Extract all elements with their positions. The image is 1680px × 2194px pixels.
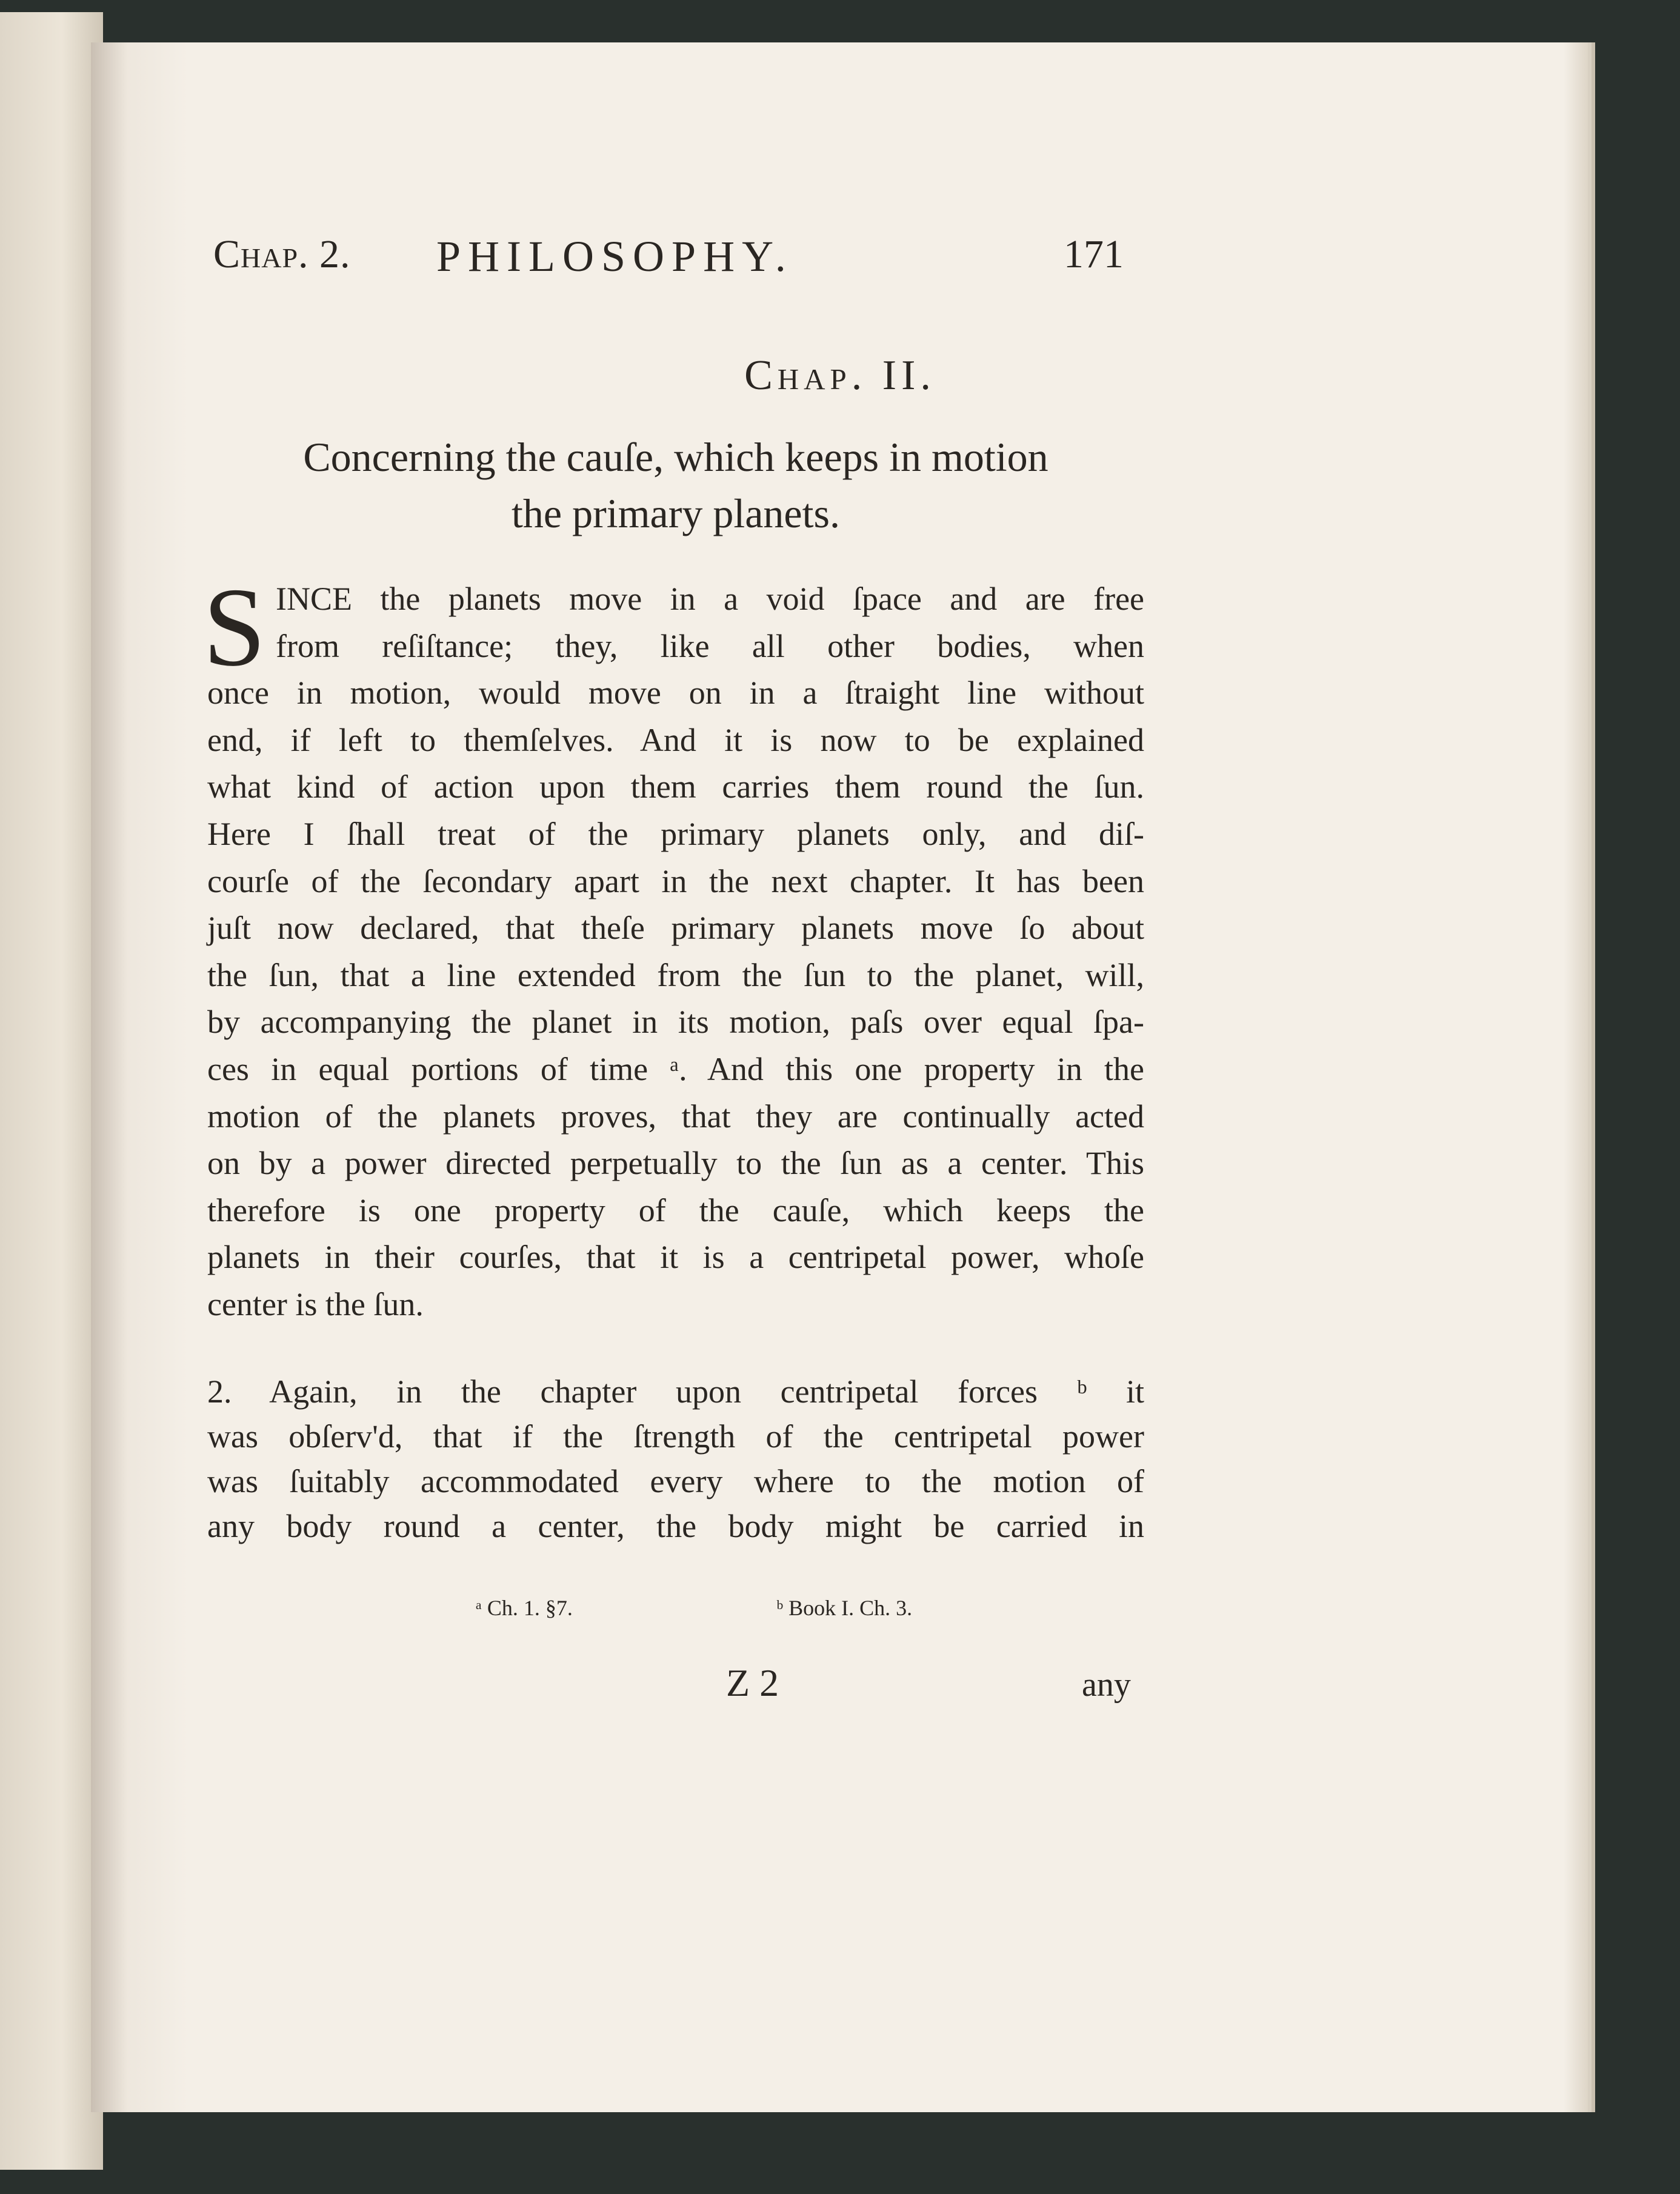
chapter-heading: Chap. II. xyxy=(744,352,936,399)
drop-cap: S xyxy=(203,565,266,690)
text-line: end, if left to themſelves. And it is now to be explained xyxy=(207,721,1144,758)
running-chapter: Chap. 2. xyxy=(213,232,351,276)
page-number: 171 xyxy=(1064,232,1124,276)
text-line: on by a power directed perpetually to the ſun as a center. This xyxy=(207,1145,1144,1182)
text-line: was obſerv'd, that if the ſtrength of the centripetal power xyxy=(207,1418,1144,1455)
text-line: from reſiſtance; they, like all other bodies, when xyxy=(276,627,1144,664)
text-line: Here I ſhall treat of the primary planets only, and diſ- xyxy=(207,816,1144,852)
footnote-b: ᵇ Book I. Ch. 3. xyxy=(776,1596,913,1620)
text-line: juſt now declared, that theſe primary planets move ſo about xyxy=(207,910,1144,947)
signature-mark: Z 2 xyxy=(726,1661,779,1704)
text-line: what kind of action upon them carries them round the ſun. xyxy=(207,769,1144,805)
text-line: therefore is one property of the cauſe, which keeps the xyxy=(207,1192,1144,1229)
text-line: the ſun, that a line extended from the ſun to the planet, will, xyxy=(207,956,1144,993)
text-line: once in motion, would move on in a ſtraight line without xyxy=(207,675,1144,712)
footnote-a: ᵃ Ch. 1. §7. xyxy=(476,1596,573,1620)
running-title: PHILOSOPHY. xyxy=(436,232,793,281)
text-line: planets in their courſes, that it is a centripetal power, whoſe xyxy=(207,1239,1144,1276)
catchword: any xyxy=(1082,1666,1131,1704)
text-line: motion of the planets proves, that they are continually acted xyxy=(207,1098,1144,1135)
facing-page-edge xyxy=(0,12,103,2170)
text-line: 2. Again, in the chapter upon centripetal forces ᵇ it xyxy=(207,1373,1144,1410)
text-line: was ſuitably accommodated every where to the motion of xyxy=(207,1463,1144,1499)
chapter-title-line: the primary planets. xyxy=(512,490,840,536)
chapter-title-line: Concerning the cauſe, which keeps in motion xyxy=(303,434,1048,480)
text-line: any body round a center, the body might be carried in xyxy=(207,1508,1144,1544)
text-line: ces in equal portions of time ᵃ. And this one property in the xyxy=(207,1051,1144,1087)
text-line: by accompanying the planet in its motion, paſs over equal ſpa- xyxy=(207,1004,1144,1041)
text-line: courſe of the ſecondary apart in the next chapter. It has been xyxy=(207,862,1144,899)
text-line: center is the ſun. xyxy=(207,1286,424,1322)
text-line: INCE the planets move in a void ſpace and are free xyxy=(276,581,1144,617)
